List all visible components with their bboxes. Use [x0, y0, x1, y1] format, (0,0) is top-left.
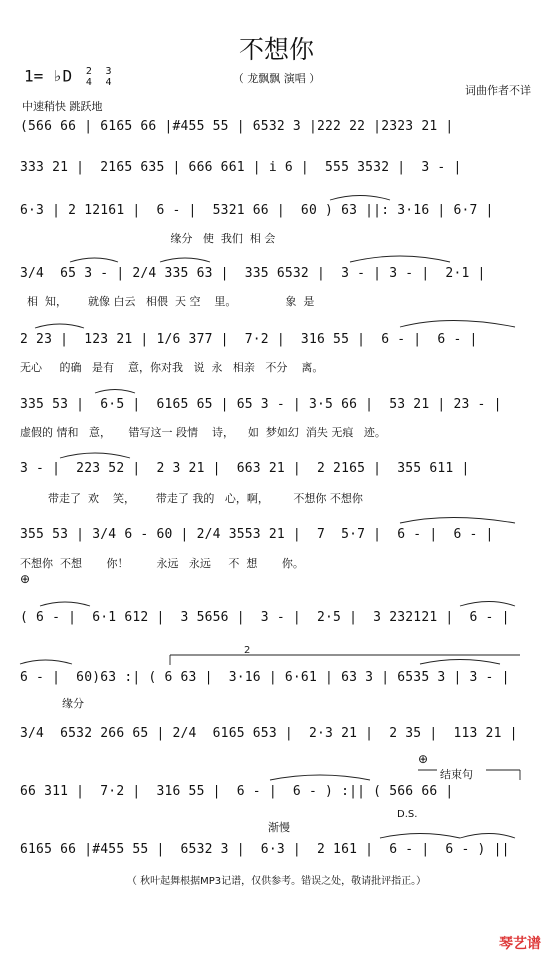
transcription-note: （ 秋叶起舞根据MP3记谱，仅供参考。错误之处，敬请批评指正。）: [126, 876, 427, 887]
slur-mark: [20, 660, 72, 664]
notation-row: 2 23 | 123 21 | 1/6 377 | 7·2 | 316 55 | 6 - | 6 - |: [20, 332, 478, 347]
lyric-row: 相 知， 就像 白云 相偎 天 空 里。 象 是: [20, 295, 315, 308]
lyric-row: 缘分 使 我们 相 会: [20, 232, 276, 245]
lyric-row: 带走了 欢 笑， 带走了 我的 心，啊， 不想你 不想你: [20, 492, 363, 505]
slur-mark: [460, 834, 515, 839]
notation-row: 333 21 | 2165 635 | 666 661 | i 6 | 555 3532 | 3 - |: [20, 160, 462, 175]
slur-mark: [380, 834, 460, 839]
slur-mark: [270, 775, 370, 780]
slur-mark: [60, 453, 130, 458]
notation-row: 335 53 | 6·5 | 6165 65 | 65 3 - | 3·5 66 | 53 21 | 23 - |: [20, 397, 502, 412]
coda-icon: ⊕: [418, 752, 429, 766]
slur-mark: [160, 258, 210, 262]
notation-row: 6 - | 60)63 :| ( 6 63 | 3·16 | 6·61 | 63 3 | 6535 3 | 3 - |: [20, 670, 510, 685]
lyric-row: 无心 的确 是有 意，你对我 说 永 相亲 不分 离。: [20, 361, 324, 374]
slur-mark: [400, 518, 515, 524]
volta-number: 2: [244, 645, 251, 656]
notation-row: 6·3 | 2 12161 | 6 - | 5321 66 | 60 ) 63 ||: 3·16 | 6·7 |: [20, 203, 494, 218]
lyric-row: 不想你 不想 你！ 永远 永远 不 想 你。: [20, 557, 304, 570]
notation-row: (566 66 | 6165 66 |#455 55 | 6532 3 |222 22 |2323 21 |: [20, 119, 454, 134]
ending-label: 结束句: [440, 768, 473, 781]
notation-row: 3/4 65 3 - | 2/4 335 63 | 335 6532 | 3 - | 3 - | 2·1 |: [20, 266, 486, 281]
singer-credit: （ 龙飘飘 演唱 ）: [232, 72, 321, 85]
notation-row: 355 53 | 3/4 6 - 60 | 2/4 3553 21 | 7 5·7 | 6 - | 6 - |: [20, 527, 494, 542]
site-logo: 琴艺谱: [499, 936, 541, 952]
lyric-row: 缘分: [20, 697, 84, 710]
composer-credit: 词曲作者不详: [465, 84, 531, 97]
notation-row: ( 6 - | 6·1 612 | 3 5656 | 3 - | 2·5 | 3 232121 | 6 - |: [20, 610, 510, 625]
key-label: 1= ♭D: [24, 66, 73, 86]
slur-mark: [400, 321, 515, 328]
ritardando-marking: 渐慢: [268, 821, 290, 834]
slur-mark: [70, 258, 118, 262]
notation-row: 6165 66 |#455 55 | 6532 3 | 6·3 | 2 161 | 6 - | 6 - ) ||: [20, 842, 510, 857]
time-signature-3-4: 3 4: [105, 66, 112, 88]
time-signature-2-4: 2 4: [85, 66, 92, 88]
notation-row: 3/4 6532 266 65 | 2/4 6165 653 | 2·3 21 | 2 35 | 113 21 |: [20, 726, 518, 741]
coda-icon: ⊕: [20, 572, 31, 586]
key-signature: [24, 66, 112, 88]
tempo-marking: 中速稍快 跳跃地: [22, 100, 103, 113]
ds-marking: D.S.: [397, 809, 418, 820]
page-title: 不想你: [238, 35, 314, 64]
notation-row: 3 - | 223 52 | 2 3 21 | 663 21 | 2 2165 | 355 611 |: [20, 461, 470, 476]
slur-mark: [40, 602, 90, 606]
lyric-row: 虚假的 情和 意， 错写这一 段情 诗， 如 梦如幻 消失 无痕 迹。: [20, 426, 386, 439]
slur-mark: [420, 660, 500, 665]
slur-mark: [35, 324, 84, 328]
notation-row: 66 311 | 7·2 | 316 55 | 6 - | 6 - ) :|| ( 566 66 |: [20, 784, 454, 799]
slur-mark: [460, 602, 515, 607]
slur-mark: [350, 256, 450, 262]
slur-mark: [95, 390, 135, 394]
slur-mark: [330, 196, 390, 201]
